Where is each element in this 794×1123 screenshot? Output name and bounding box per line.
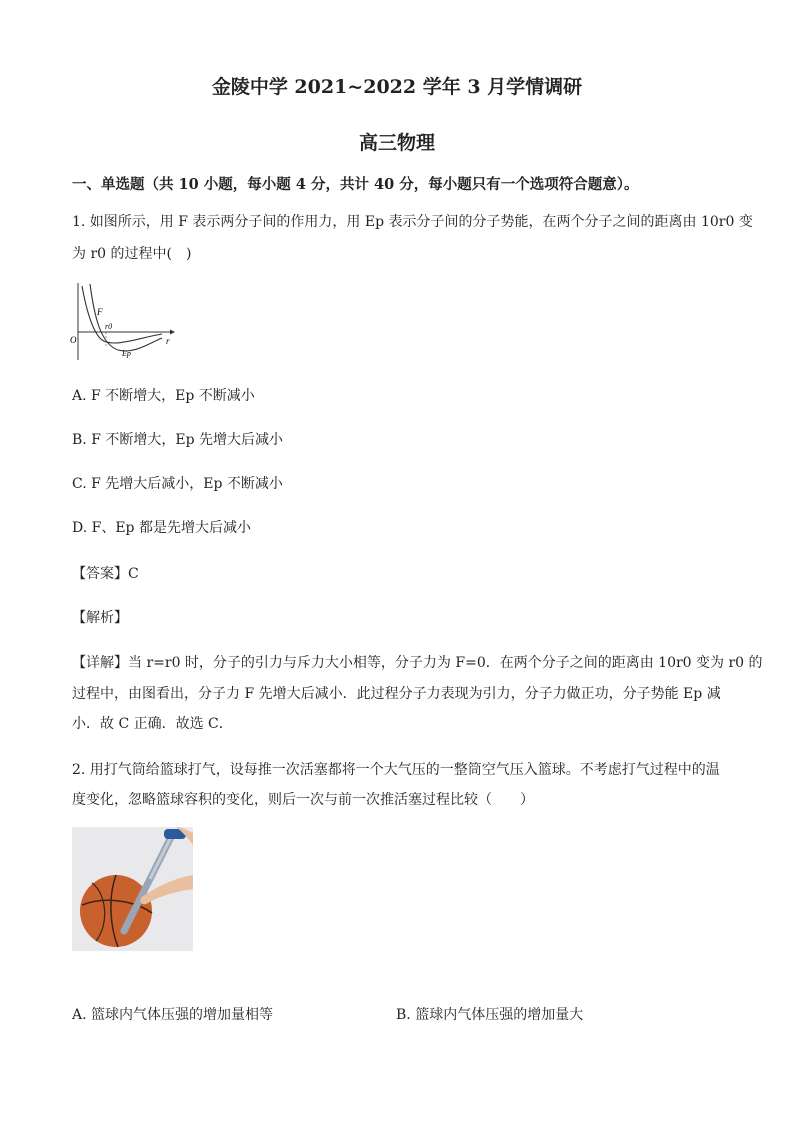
q1-option-b: B. F 不断增大，Ep 先增大后减小 [72, 432, 283, 448]
q2-option-a: A. 篮球内气体压强的增加量相等 [72, 1007, 274, 1023]
subject-title: 高三物理 [358, 132, 435, 154]
section-heading: 一、单选题（共 10 小题，每小题 4 分，共计 40 分，每小题只有一个选项符合题意）。 [72, 176, 639, 193]
q1-option-c: C. F 先增大后减小，Ep 不断减小 [72, 476, 283, 492]
q1-analysis-label: 【解析】 [72, 610, 128, 626]
q1-option-d: D. F、Ep 都是先增大后减小 [72, 520, 251, 536]
q1-stem-line1: 1. 如图所示，用 F 表示两分子间的作用力，用 Ep 表示分子间的分子势能，在两个分子之间的距离由 10r0 变 [72, 214, 753, 230]
q1-detail-line3: 小．故 C 正确．故选 C． [72, 716, 233, 732]
q1-option-a: A. F 不断增大，Ep 不断减小 [72, 388, 255, 404]
document-title: 金陵中学 2021~2022 学年 3 月学情调研 [211, 76, 583, 98]
q1-stem-line2: 为 r0 的过程中( ) [72, 246, 192, 262]
label-ep: Ep [122, 349, 131, 358]
label-origin: O [70, 335, 77, 345]
label-f: F [97, 307, 103, 317]
label-r-axis: r [166, 336, 170, 346]
potential-energy-curve [90, 284, 162, 351]
q1-detail-line2: 过程中，由图看出，分子力 F 先增大后减小．此过程分子力表现为引力，分子力做正功，分子势能 Ep 减 [72, 686, 721, 702]
label-r0: r0 [105, 322, 113, 331]
q2-stem-line1: 2. 用打气筒给篮球打气，设每推一次活塞都将一个大气压的一整筒空气压入篮球。不考虑打气过程中的温 [72, 762, 720, 778]
basketball [80, 875, 152, 947]
q1-detail-line1: 【详解】当 r=r0 时，分子的引力与斥力大小相等，分子力为 F=0．在两个分子之间的距离由 10r0 变为 r0 的 [72, 655, 763, 671]
force-curve [82, 286, 162, 343]
q2-stem-line2: 度变化，忽略篮球容积的变化，则后一次与前一次推活塞过程比较（ ） [72, 792, 534, 808]
q1-answer: 【答案】C [72, 566, 139, 582]
q2-option-b: B. 篮球内气体压强的增加量大 [396, 1007, 584, 1023]
basketball-pump-photo [72, 827, 193, 951]
force-potential-graph [70, 280, 175, 362]
graph-x-arrow [170, 330, 175, 335]
